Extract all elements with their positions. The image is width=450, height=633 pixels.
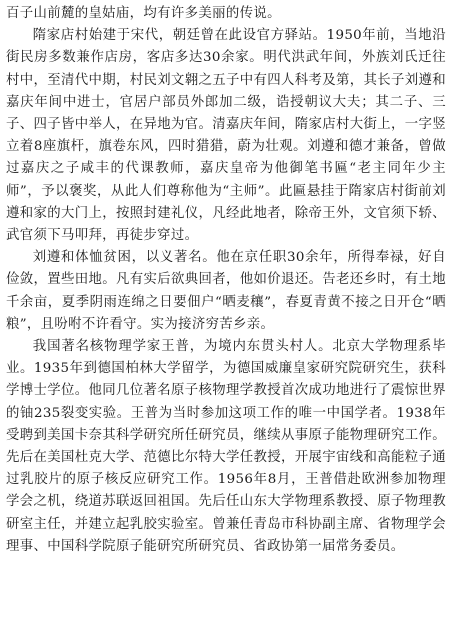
document-body [6,3,446,558]
paragraph-jiadian-village: 隋家店村始建于宋代，朝廷曾在此设官方驿站。1950年前，当地沿街民房多数兼作店房，客店多达30余家。明代洪武年间，外族刘氏迁往村中，至清代中期，村民刘文翱之五子中有四人科考及第，其长子刘遵和嘉庆年间中进士，官居户部员外郎加二级，诰授朝议大夫；其二子、三子、四子皆中举人，在异地为官。清嘉庆年间，隋家店村大街上，一字竖立着8座旗杆，旗卷东风，四时猎猎，蔚为壮观。刘遵和德才兼备，曾做过嘉庆之子咸丰的代课教师，嘉庆皇帝为他御笔书匾“老主同年少主师”，予以褒奖，从此人们尊称他为“主师”。此匾悬挂于隋家店村街前刘遵和家的大门上，按照封建礼仪，凡经此地者，除帝王外，文官须下轿、武官须下马叩拜，再徒步穿过。 [6,28,446,244]
paragraph-continuation: 百子山前麓的皇姑庙，均有许多美丽的传说。 [6,6,281,21]
paragraph-wang-pu: 我国著名核物理学家王普，为境内东贯头村人。北京大学物理系毕业。1935年到德国柏林大学留学，为德国威廉皇家研究院研究生，获科学博士学位。他同几位著名原子核物理学教授首次成功地进行了震惊世界的铀235裂变实验。王普为当时参加这项工作的唯一中国学者。1938年受聘到美国卡奈其科学研究所任研究员，继续从事原子能物理研究工作。先后在美国杜克大学、范德比尔特大学任教授，开展宇宙线和高能粒子通过乳胶片的原子核反应研究工作。1956年8月，王普借赴欧洲参加物理学会之机，绕道苏联返回祖国。先后任山东大学物理系教授、原子物理教研室主任，并建立起乳胶实验室。曾兼任青岛市科协副主席、省物理学会理事、中国科学院原子能研究所研究员、省政协第一届常务委员。 [6,339,446,554]
paragraph-liu-zunhe: 刘遵和体恤贫困，以义著名。他在京任职30余年，所得奉禄，好自俭敛，置些田地。凡有实后欲典回者，他如价退还。告老还乡时，有土地千余亩，夏季阴雨连绵之日要佃户“晒麦穰”，春夏青黄不接之日开仓“晒粮”，且吩咐不许看守。实为接济穷苦乡亲。 [6,250,446,332]
